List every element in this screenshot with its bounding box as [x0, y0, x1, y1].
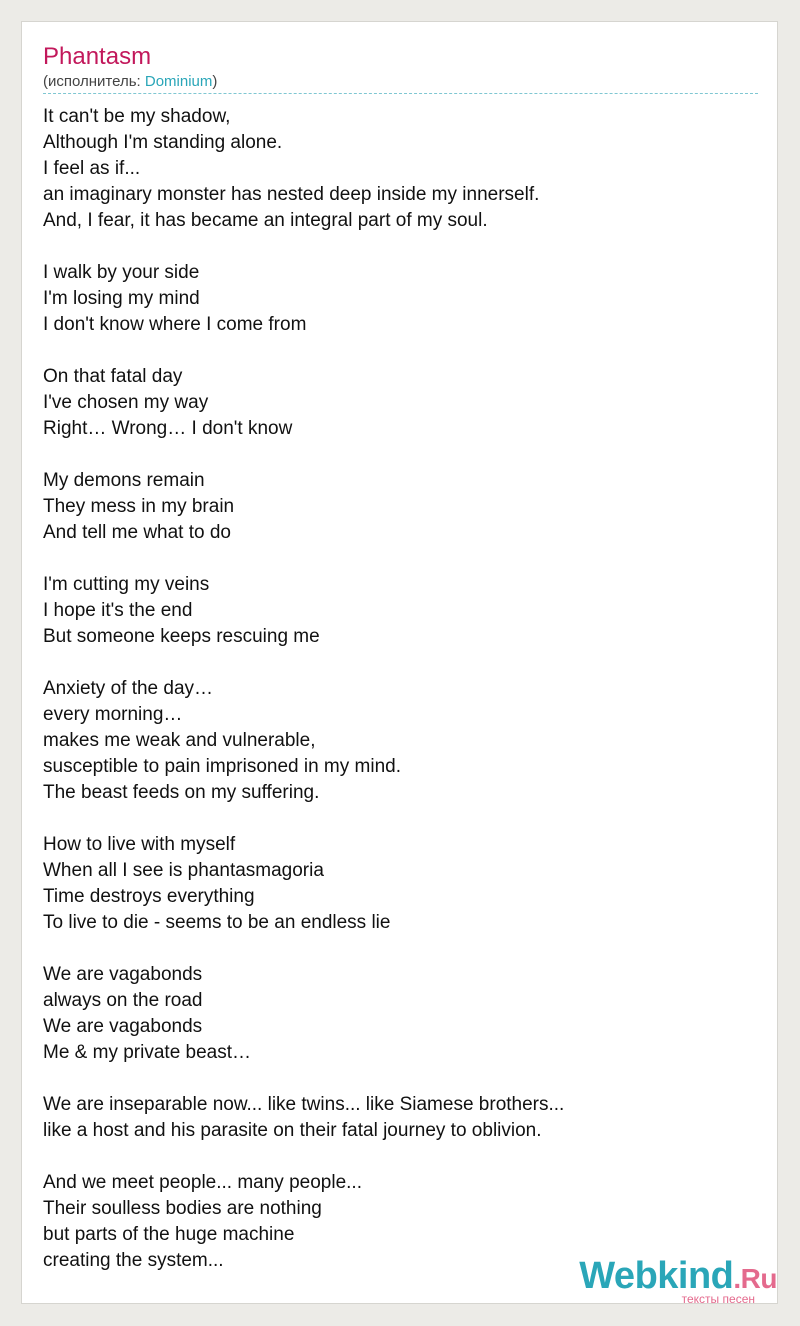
lyrics-line: When all I see is phantasmagoria [43, 860, 324, 881]
lyrics-stanza [43, 676, 758, 806]
logo-tld: .Ru [733, 1263, 777, 1294]
lyrics-line: susceptible to pain imprisoned in my mind. [43, 756, 402, 777]
lyrics-line: Time destroys everything [43, 886, 255, 907]
lyrics-line: I've chosen my way [43, 392, 209, 413]
lyrics-stanza [43, 962, 758, 1066]
lyrics-line: I hope it's the end [43, 600, 193, 621]
lyrics-card [21, 21, 778, 1304]
lyrics-line: They mess in my brain [43, 496, 235, 517]
lyrics-line: And, I fear, it has became an integral part of my soul. [43, 210, 488, 231]
song-title: Phantasm [43, 43, 152, 70]
lyrics-stanza [43, 364, 758, 442]
lyrics-line: but parts of the huge machine [43, 1224, 295, 1245]
artist-prefix: (исполнитель: [43, 73, 145, 90]
lyrics-line: I'm losing my mind [43, 288, 200, 309]
lyrics-line: To live to die - seems to be an endless lie [43, 912, 391, 933]
lyrics-line: Anxiety of the day… [43, 678, 214, 699]
logo-tagline: тексты песен [681, 1292, 755, 1306]
lyrics-line: I'm cutting my veins [43, 574, 210, 595]
artist-link[interactable]: Dominium [144, 73, 213, 90]
title-divider [43, 93, 758, 94]
lyrics-line: And tell me what to do [43, 522, 231, 543]
lyrics-line: like a host and his parasite on their fatal journey to oblivion. [43, 1120, 542, 1141]
lyrics-stanza [43, 104, 758, 234]
lyrics-body [43, 104, 758, 1300]
lyrics-line: always on the road [43, 990, 203, 1011]
lyrics-line: creating the system... [43, 1250, 224, 1271]
lyrics-line: Me & my private beast… [43, 1042, 252, 1063]
webkind-logo[interactable] [579, 1255, 777, 1306]
lyrics-stanza [43, 260, 758, 338]
lyrics-stanza [43, 1092, 758, 1144]
lyrics-line: How to live with myself [43, 834, 236, 855]
lyrics-line: I don't know where I come from [43, 314, 307, 335]
artist-suffix: ) [212, 73, 218, 90]
artist-line [43, 73, 217, 91]
lyrics-stanza [43, 832, 758, 936]
lyrics-line: Right… Wrong… I don't know [43, 418, 293, 439]
lyrics-line: Their soulless bodies are nothing [43, 1198, 322, 1219]
lyrics-line: Although I'm standing alone. [43, 132, 283, 153]
lyrics-line: every morning… [43, 704, 183, 725]
lyrics-line: My demons remain [43, 470, 205, 491]
lyrics-line: On that fatal day [43, 366, 183, 387]
lyrics-line: But someone keeps rescuing me [43, 626, 320, 647]
lyrics-line: We are inseparable now... like twins... like Siamese brothers... [43, 1094, 565, 1115]
lyrics-line: The beast feeds on my suffering. [43, 782, 320, 803]
lyrics-line: I walk by your side [43, 262, 200, 283]
lyrics-line: an imaginary monster has nested deep inside my innerself. [43, 184, 540, 205]
lyrics-line: And we meet people... many people... [43, 1172, 362, 1193]
lyrics-stanza [43, 468, 758, 546]
lyrics-stanza [43, 572, 758, 650]
lyrics-line: makes me weak and vulnerable, [43, 730, 316, 751]
lyrics-line: We are vagabonds [43, 964, 203, 985]
lyrics-line: We are vagabonds [43, 1016, 203, 1037]
lyrics-line: It can't be my shadow, [43, 106, 231, 127]
logo-word: Webkind [579, 1255, 734, 1297]
lyrics-line: I feel as if... [43, 158, 141, 179]
